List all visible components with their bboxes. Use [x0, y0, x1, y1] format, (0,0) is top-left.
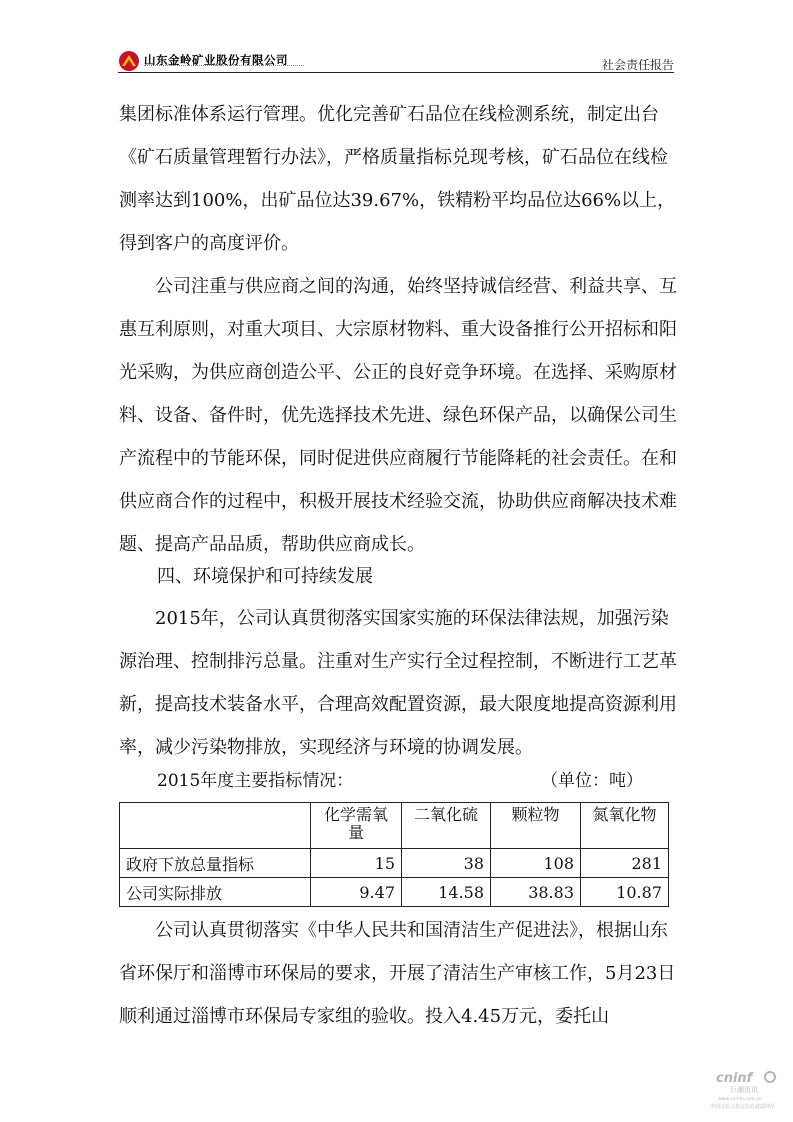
- table-row-label: 政府下放总量指标: [120, 849, 311, 878]
- table-cell: 38.83: [491, 878, 581, 907]
- table-row: [120, 878, 669, 907]
- cninfo-watermark: [710, 1068, 780, 1110]
- paragraph-clean-production: 公司认真贯彻落实《中华人民共和国清洁生产促进法》，根据山东省环保厅和淄博市环保局的要求，开展了清洁生产审核工作，5月23日顺利通过淄博市环保局专家组的验收。投入4.45万元，委托山: [119, 920, 676, 1027]
- table-caption: 2015年度主要指标情况：: [157, 771, 354, 791]
- watermark-brand-cn: 巨潮资讯: [730, 1086, 758, 1094]
- table-header-cod: 化学需氧量: [311, 803, 402, 849]
- table-cell: 38: [402, 849, 491, 878]
- table-unit: （单位：吨）: [541, 771, 643, 791]
- table-cell: 9.47: [311, 878, 402, 907]
- paragraph-suppliers: 公司注重与供应商之间的沟通，始终坚持诚信经营、利益共享、互惠互利原则，对重大项目、大宗原材物料、重大设备推行公开招标和阳光采购，为供应商创造公平、公正的良好竞争环境。在选择、采购原材料、设备、备件时，优先选择技术先进、绿色环保产品，以确保公司生产流程中的节能环保，同时促进供应商履行节能降耗的社会责任。在和供应商合作的过程中，积极开展技术经验交流，协助供应商解决技术难题、提高产品品质，帮助供应商成长。: [119, 276, 677, 555]
- table-header-row: [120, 803, 669, 849]
- table-cell: 10.87: [581, 878, 669, 907]
- watermark-url: www.cninfo.com.cn: [718, 1097, 762, 1102]
- table-cell: 15: [311, 849, 402, 878]
- table-header-particulates: 颗粒物: [491, 803, 581, 849]
- section-heading: 四、环境保护和可持续发展: [157, 566, 373, 587]
- paragraph-quality: 集团标准体系运行管理。优化完善矿石品位在线检测系统，制定出台《矿石质量管理暂行办法》，严格质量指标兑现考核，矿石品位在线检测率达到100%，出矿品位达39.67%，铁精粉平均品位达66%以上，得到客户的高度评价。: [119, 104, 676, 254]
- table-row-label: 公司实际排放: [120, 878, 311, 907]
- page-header: [118, 50, 674, 73]
- emissions-table: [119, 802, 669, 907]
- company-english-name-line: [144, 65, 304, 69]
- table-header-nox: 氮氧化物: [581, 803, 669, 849]
- company-logo-icon: [118, 50, 140, 72]
- company-name: 山东金岭矿业股份有限公司: [144, 53, 288, 67]
- table-cell: 14.58: [402, 878, 491, 907]
- watermark-caption: 中国证监会指定信息披露网站: [710, 1104, 776, 1110]
- report-type: 社会责任报告: [601, 58, 674, 72]
- watermark-brand: cninf: [716, 1071, 753, 1086]
- table-header-blank: [120, 803, 311, 849]
- paragraph-environment: 2015年，公司认真贯彻落实国家实施的环保法律法规，加强污染源治理、控制排污总量。注重对生产实行全过程控制，不断进行工艺革新，提高技术装备水平，合理高效配置资源，最大限度地提高资源利用率，减少污染物排放，实现经济与环境的协调发展。: [119, 608, 677, 758]
- watermark-swirl-icon: [765, 1072, 775, 1082]
- table-row: [120, 849, 669, 878]
- table-header-so2: 二氧化硫: [402, 803, 491, 849]
- table-cell: 108: [491, 849, 581, 878]
- table-cell: 281: [581, 849, 669, 878]
